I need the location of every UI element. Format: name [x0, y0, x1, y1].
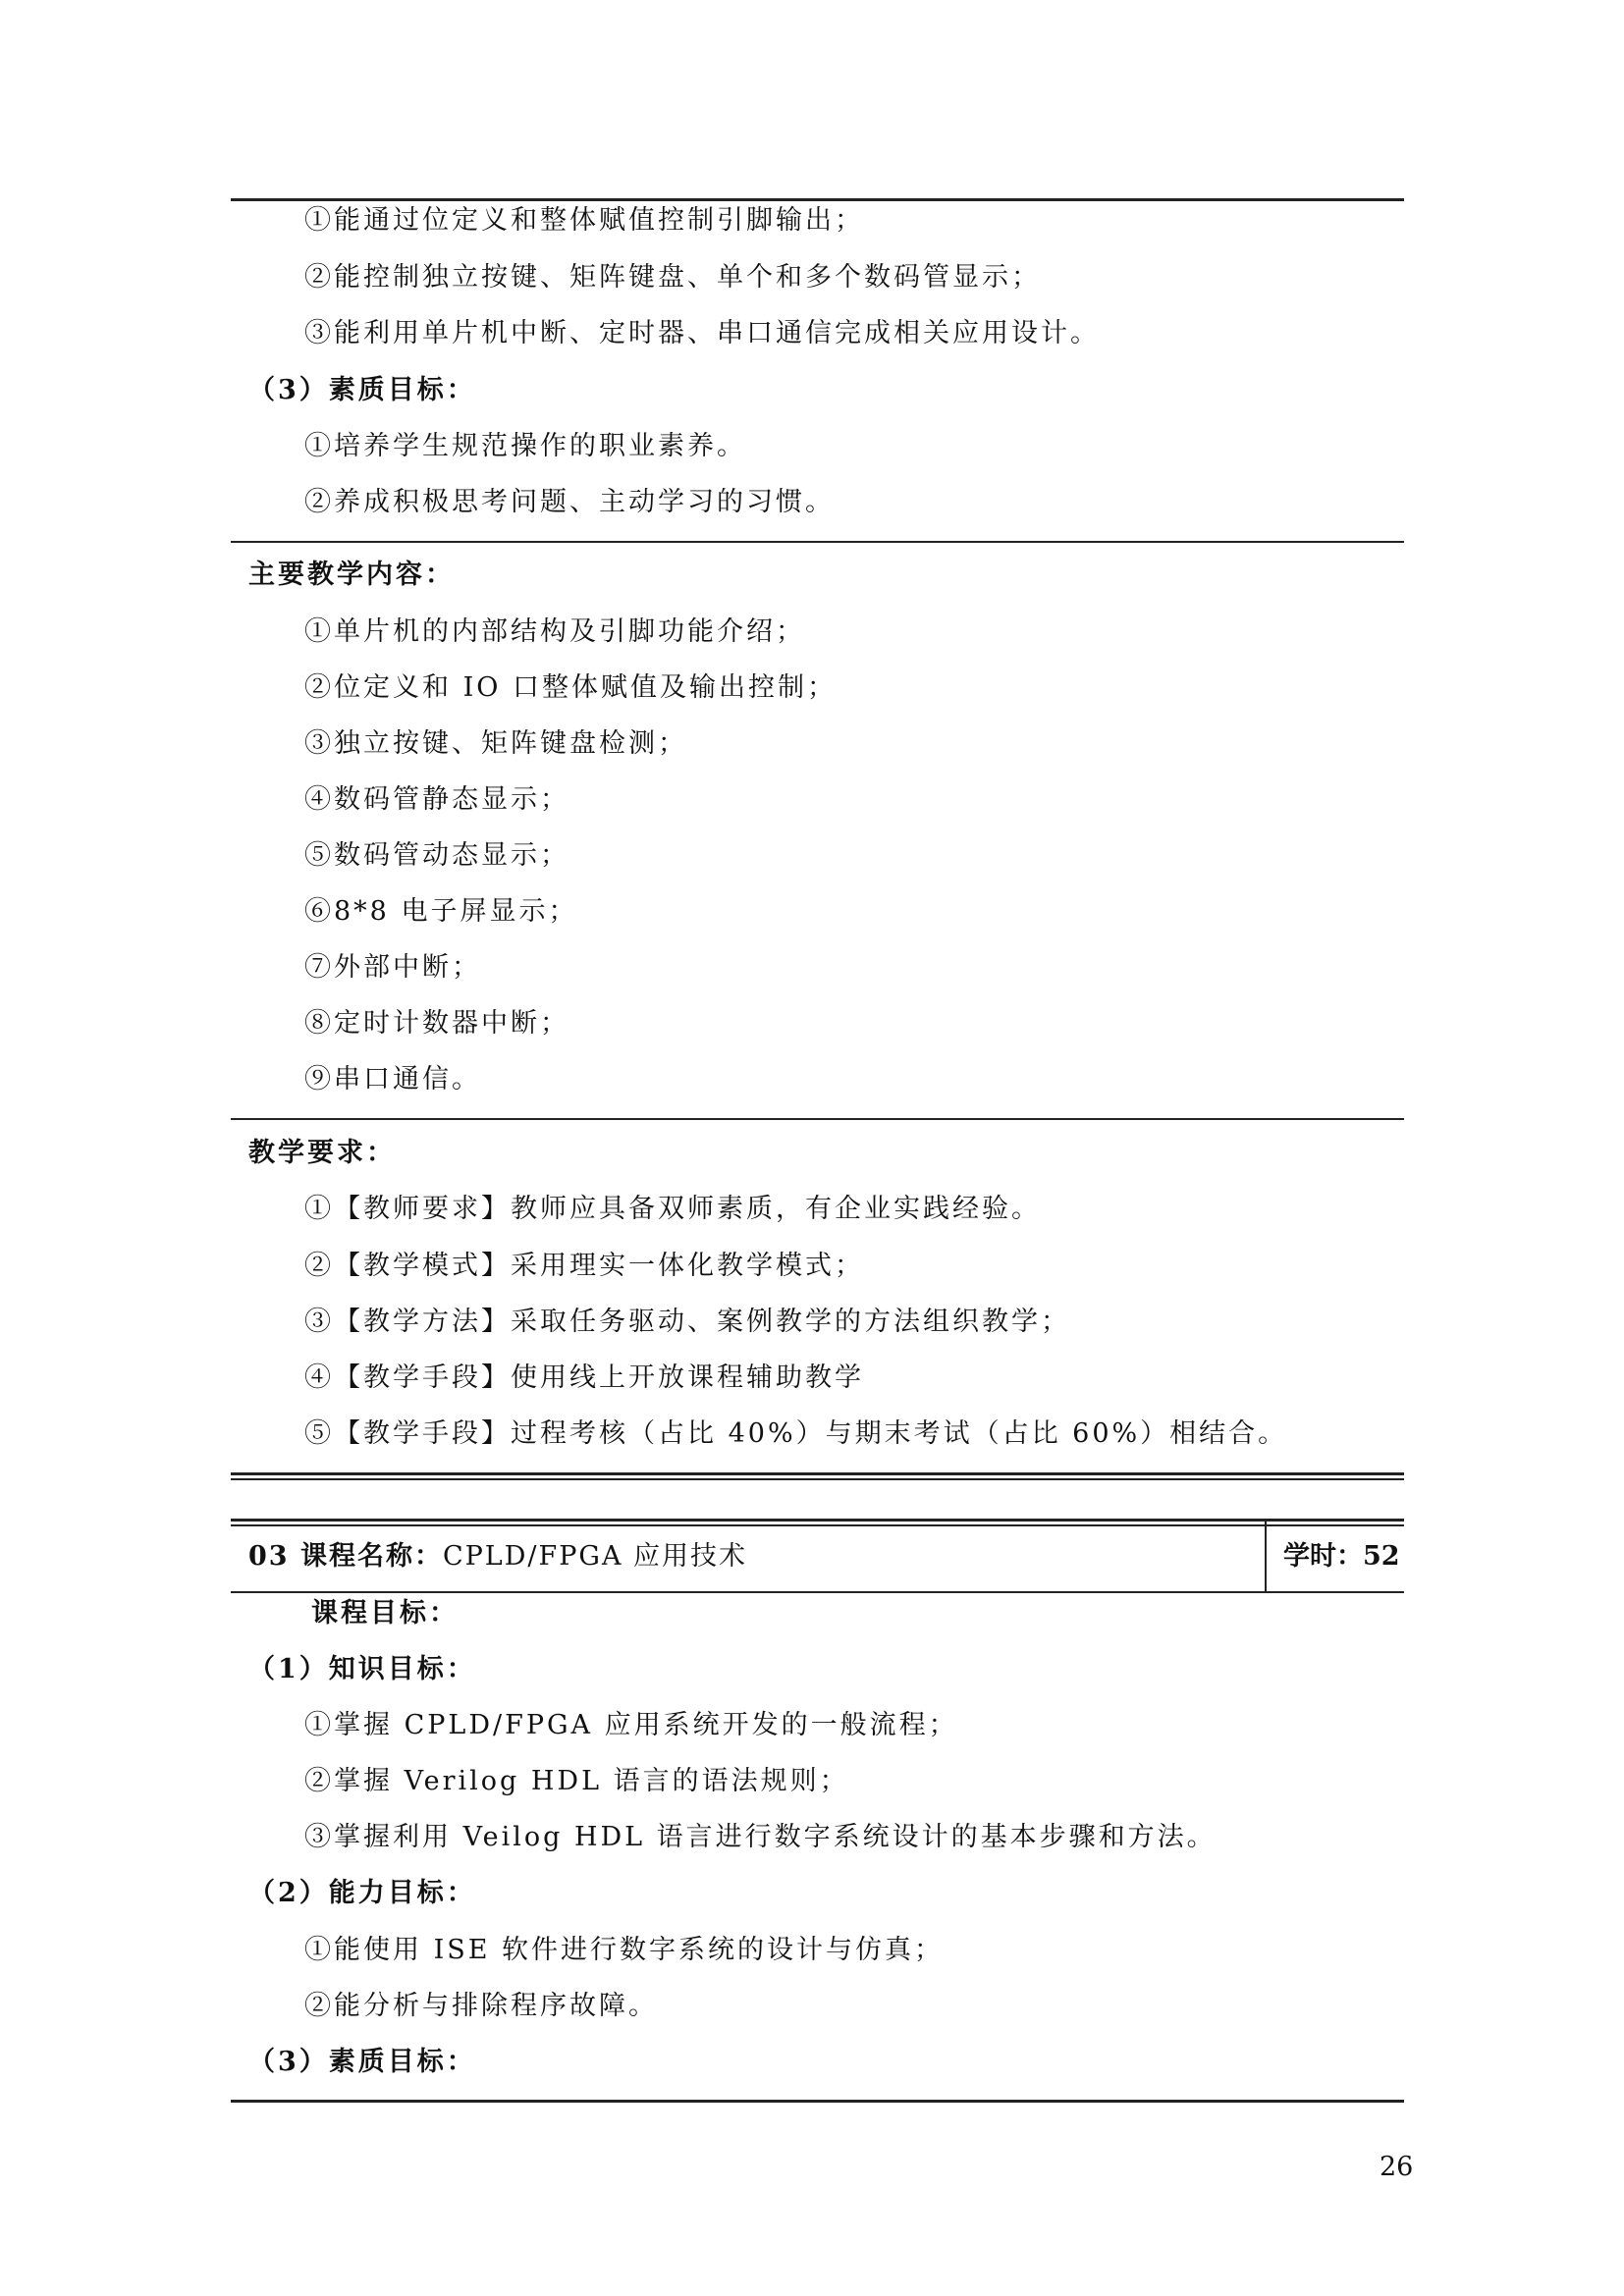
- course-hours: [1283, 1539, 1400, 1575]
- requirements-item: ④【教学手段】使用线上开放课程辅助教学: [304, 1362, 864, 1393]
- section-end-rule: [231, 1472, 1404, 1475]
- ability-item: ①能通过位定义和整体赋值控制引脚输出；: [304, 205, 864, 236]
- knowledge-heading: （1）知识目标：: [248, 1654, 476, 1684]
- ability-item: ②能分析与排除程序故障。: [304, 1991, 658, 2021]
- ability-item: ③能利用单片机中断、定时器、串口通信完成相关应用设计。: [304, 318, 1100, 348]
- knowledge-item: ①掌握 CPLD/FPGA 应用系统开发的一般流程；: [304, 1710, 958, 1740]
- section-end-rule: [231, 1478, 1404, 1480]
- hours-label: 学时：: [1283, 1541, 1363, 1572]
- course-name-label: 03 课程名称：: [248, 1541, 443, 1572]
- document-page: [231, 0, 1404, 2296]
- content-heading: 主要教学内容：: [248, 560, 455, 590]
- quality-heading: （3）素质目标：: [248, 375, 476, 405]
- course-name-value: CPLD/FPGA 应用技术: [442, 1541, 748, 1572]
- ability-item: ①能使用 ISE 软件进行数字系统的设计与仿真；: [304, 1935, 945, 1965]
- requirements-item: ⑤【教学手段】过程考核（占比 40%）与期末考试（占比 60%）相结合。: [304, 1418, 1288, 1449]
- content-item: ⑧定时计数器中断；: [304, 1008, 569, 1039]
- top-rule: [231, 198, 1404, 201]
- ability-item: ②能控制独立按键、矩阵键盘、单个和多个数码管显示；: [304, 262, 1041, 293]
- bottom-rule: [231, 2100, 1404, 2103]
- ability-heading: （2）能力目标：: [248, 1878, 476, 1908]
- content-item: ④数码管静态显示；: [304, 784, 569, 815]
- course-header-row: [231, 1522, 1404, 1592]
- course-header-bottom-rule: [231, 1591, 1404, 1593]
- requirements-item: ②【教学模式】采用理实一体化教学模式；: [304, 1251, 864, 1281]
- objectives-heading: 课程目标：: [311, 1598, 459, 1629]
- requirements-item: ①【教师要求】教师应具备双师素质，有企业实践经验。: [304, 1194, 1041, 1224]
- knowledge-item: ③掌握利用 Veilog HDL 语言进行数字系统设计的基本步骤和方法。: [304, 1822, 1217, 1852]
- column-divider: [1265, 1522, 1267, 1592]
- content-item: ⑤数码管动态显示；: [304, 840, 569, 871]
- requirements-item: ③【教学方法】采取任务驱动、案例教学的方法组织教学；: [304, 1307, 1070, 1337]
- quality-heading: （3）素质目标：: [248, 2047, 476, 2077]
- content-item: ③独立按键、矩阵键盘检测；: [304, 728, 687, 759]
- content-item: ①单片机的内部结构及引脚功能介绍；: [304, 616, 805, 647]
- section-divider: [231, 1118, 1404, 1120]
- hours-value: 52: [1363, 1541, 1400, 1572]
- course-name: [248, 1539, 747, 1575]
- content-item: ⑦外部中断；: [304, 952, 481, 983]
- content-item: ②位定义和 IO 口整体赋值及输出控制；: [304, 672, 837, 703]
- section-divider: [231, 541, 1404, 543]
- quality-item: ①培养学生规范操作的职业素养。: [304, 431, 746, 461]
- knowledge-item: ②掌握 Verilog HDL 语言的语法规则；: [304, 1766, 849, 1796]
- content-item: ⑨串口通信。: [304, 1064, 481, 1095]
- requirements-heading: 教学要求：: [248, 1138, 396, 1168]
- page-number: 26: [1380, 2152, 1414, 2182]
- quality-item: ②养成积极思考问题、主动学习的习惯。: [304, 487, 835, 517]
- content-item: ⑥8*8 电子屏显示；: [304, 896, 578, 927]
